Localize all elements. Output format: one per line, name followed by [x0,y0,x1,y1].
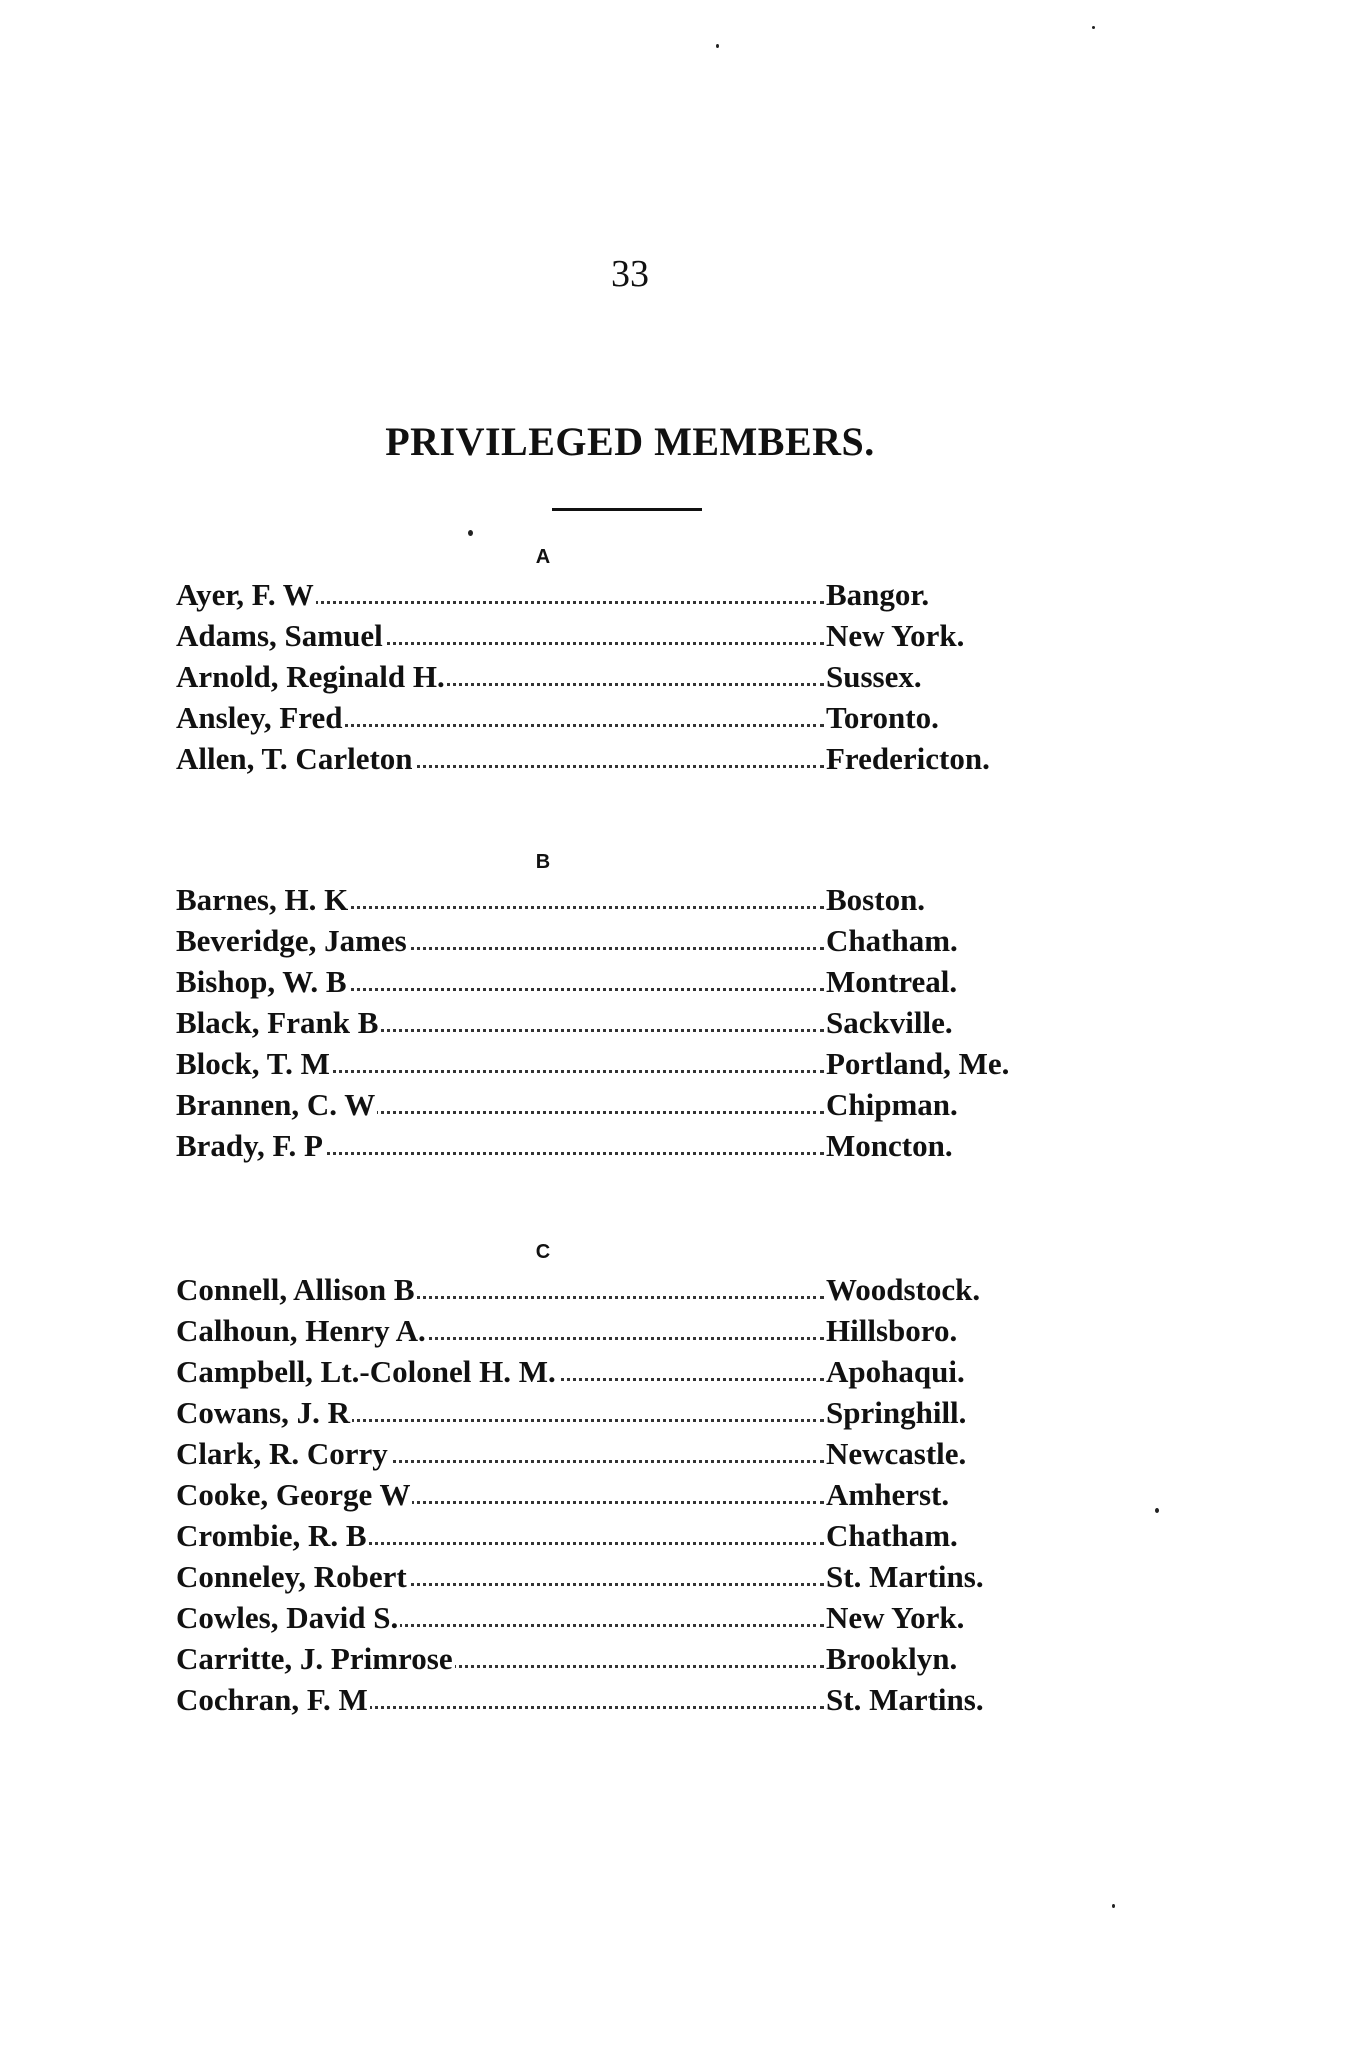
member-name: Black, Frank B [176,1002,380,1043]
section-a [176,540,1056,779]
member-place: Brooklyn. [824,1638,957,1679]
list-item [176,1515,1056,1556]
member-place: Fredericton. [824,738,990,779]
list-item [176,1556,1056,1597]
list-item [176,656,1056,697]
list-item [176,697,1056,738]
member-name: Allen, T. Carleton [176,738,415,779]
member-name: Ansley, Fred [176,697,345,738]
member-name: Cowles, David S. [176,1597,400,1638]
scan-speck [468,530,473,536]
scan-speck [1155,1508,1159,1513]
scan-speck [716,44,719,48]
member-name: Conneley, Robert [176,1556,409,1597]
list-item [176,1392,1056,1433]
member-name: Brady, F. P [176,1125,325,1166]
title-rule [552,508,702,511]
member-place: Sussex. [824,656,922,697]
member-place: Boston. [824,879,925,920]
section-letter: C [535,1241,551,1263]
section-c [176,1235,1056,1720]
member-name: Cochran, F. M [176,1679,370,1720]
member-place: Moncton. [824,1125,953,1166]
member-place: Chatham. [824,1515,958,1556]
member-place: New York. [824,1597,964,1638]
list-item [176,1474,1056,1515]
section-b [176,845,1056,1166]
scan-speck [1092,26,1095,29]
member-place: Toronto. [824,697,939,738]
list-item [176,1679,1056,1720]
member-place: Woodstock. [824,1269,980,1310]
member-name: Ayer, F. W [176,574,316,615]
member-name: Arnold, Reginald H. [176,656,447,697]
member-name: Cooke, George W [176,1474,412,1515]
member-place: St. Martins. [824,1679,984,1720]
member-place: Portland, Me. [824,1043,1009,1084]
scan-speck [1112,1904,1115,1908]
list-item [176,1084,1056,1125]
list-item [176,1638,1056,1679]
member-place: Amherst. [824,1474,949,1515]
member-place: Newcastle. [824,1433,966,1474]
member-place: New York. [824,615,964,656]
list-item [176,961,1056,1002]
list-item [176,615,1056,656]
list-item [176,1433,1056,1474]
member-name: Block, T. M [176,1043,332,1084]
member-name: Beveridge, James [176,920,409,961]
member-name: Crombie, R. B [176,1515,369,1556]
section-letter: A [535,546,551,568]
member-name: Cowans, J. R [176,1392,352,1433]
list-item [176,879,1056,920]
list-item [176,1125,1056,1166]
member-place: Montreal. [824,961,957,1002]
list-item [176,1002,1056,1043]
member-place: Sackville. [824,1002,953,1043]
list-item [176,1269,1056,1310]
member-place: Apohaqui. [824,1351,965,1392]
member-name: Calhoun, Henry A. [176,1310,428,1351]
list-item [176,1351,1056,1392]
member-name: Bishop, W. B [176,961,349,1002]
member-name: Adams, Samuel [176,615,385,656]
list-item [176,738,1056,779]
member-name: Connell, Allison B [176,1269,417,1310]
list-item [176,1043,1056,1084]
list-item [176,920,1056,961]
section-letter: B [535,851,551,873]
member-name: Carritte, J. Primrose [176,1638,455,1679]
member-name: Barnes, H. K [176,879,350,920]
member-place: Hillsboro. [824,1310,957,1351]
member-place: Bangor. [824,574,929,615]
page-number: 33 [611,253,649,295]
list-item [176,574,1056,615]
page-title: PRIVILEGED MEMBERS. [385,419,875,464]
member-name: Brannen, C. W [176,1084,377,1125]
member-name: Campbell, Lt.-Colonel H. M. [176,1351,558,1392]
member-name: Clark, R. Corry [176,1433,390,1474]
list-item [176,1597,1056,1638]
member-place: St. Martins. [824,1556,984,1597]
member-place: Chatham. [824,920,958,961]
list-item [176,1310,1056,1351]
member-place: Chipman. [824,1084,958,1125]
member-place: Springhill. [824,1392,966,1433]
